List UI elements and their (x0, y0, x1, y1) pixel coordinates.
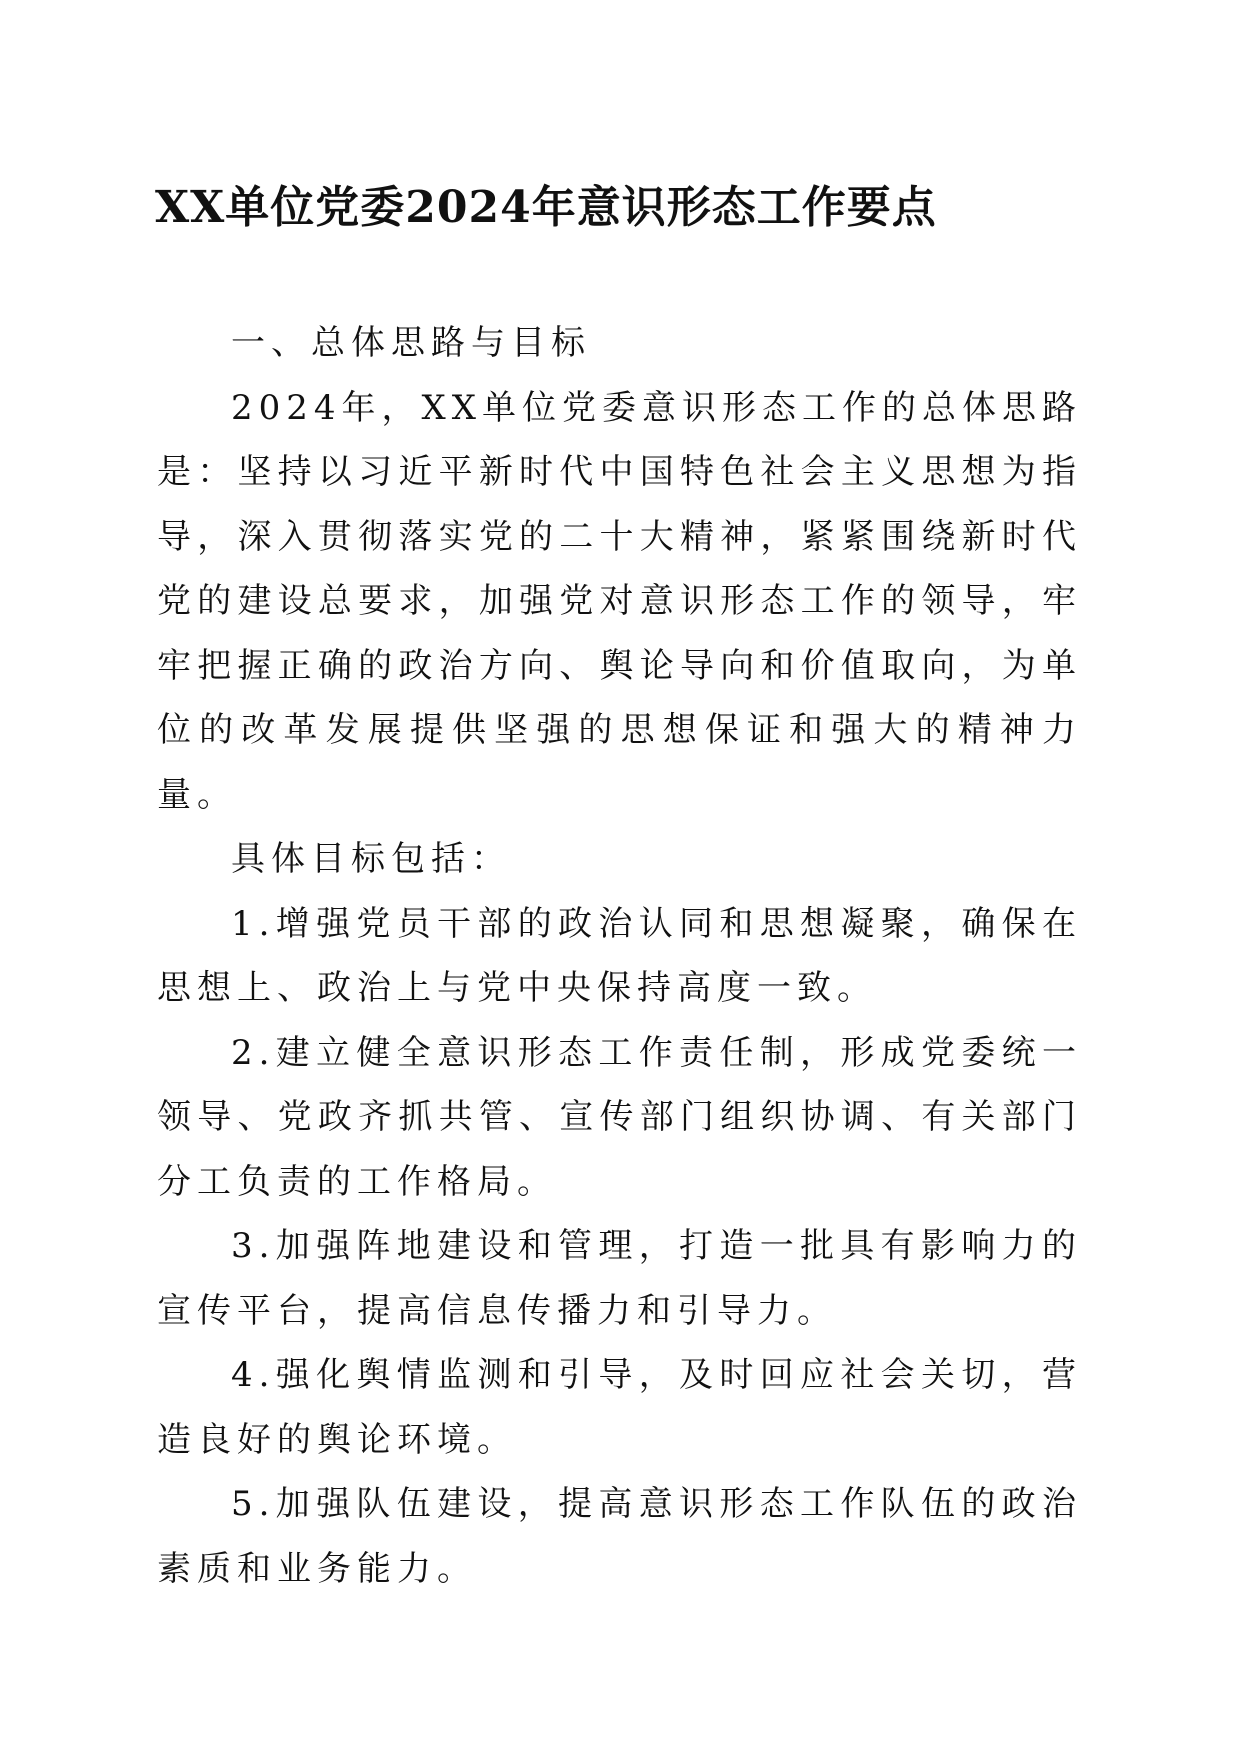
goal-item-2: 2.建立健全意识形态工作责任制，形成党委统一领导、党政齐抓共管、宣传部门组织协调、有关部门分工负责的工作格局。 (157, 1032, 1082, 1202)
goal-item-5: 5.加强队伍建设，提高意识形态工作队伍的政治素质和业务能力。 (157, 1484, 1082, 1589)
section-heading: 一、总体思路与目标 (231, 323, 591, 363)
document-title: XX单位党委2024年意识形态工作要点 (155, 182, 937, 233)
goal-item-3: 3.加强阵地建设和管理，打造一批具有影响力的宣传平台，提高信息传播力和引导力。 (157, 1226, 1082, 1331)
document-body (157, 311, 1082, 1601)
goals-intro: 具体目标包括： (231, 839, 511, 879)
overall-approach-paragraph: 2024年，XX单位党委意识形态工作的总体思路是：坚持以习近平新时代中国特色社会主义思想为指导，深入贯彻落实党的二十大精神，紧紧围绕新时代党的建设总要求，加强党对意识形态工作的领导，牢牢把握正确的政治方向、舆论导向和价值取向，为单位的改革发展提供坚强的思想保证和强大的精神力量。 (157, 387, 1082, 815)
goal-item-4: 4.强化舆情监测和引导，及时回应社会关切，营造良好的舆论环境。 (157, 1355, 1082, 1460)
goal-item-1: 1.增强党员干部的政治认同和思想凝聚，确保在思想上、政治上与党中央保持高度一致。 (157, 903, 1082, 1008)
